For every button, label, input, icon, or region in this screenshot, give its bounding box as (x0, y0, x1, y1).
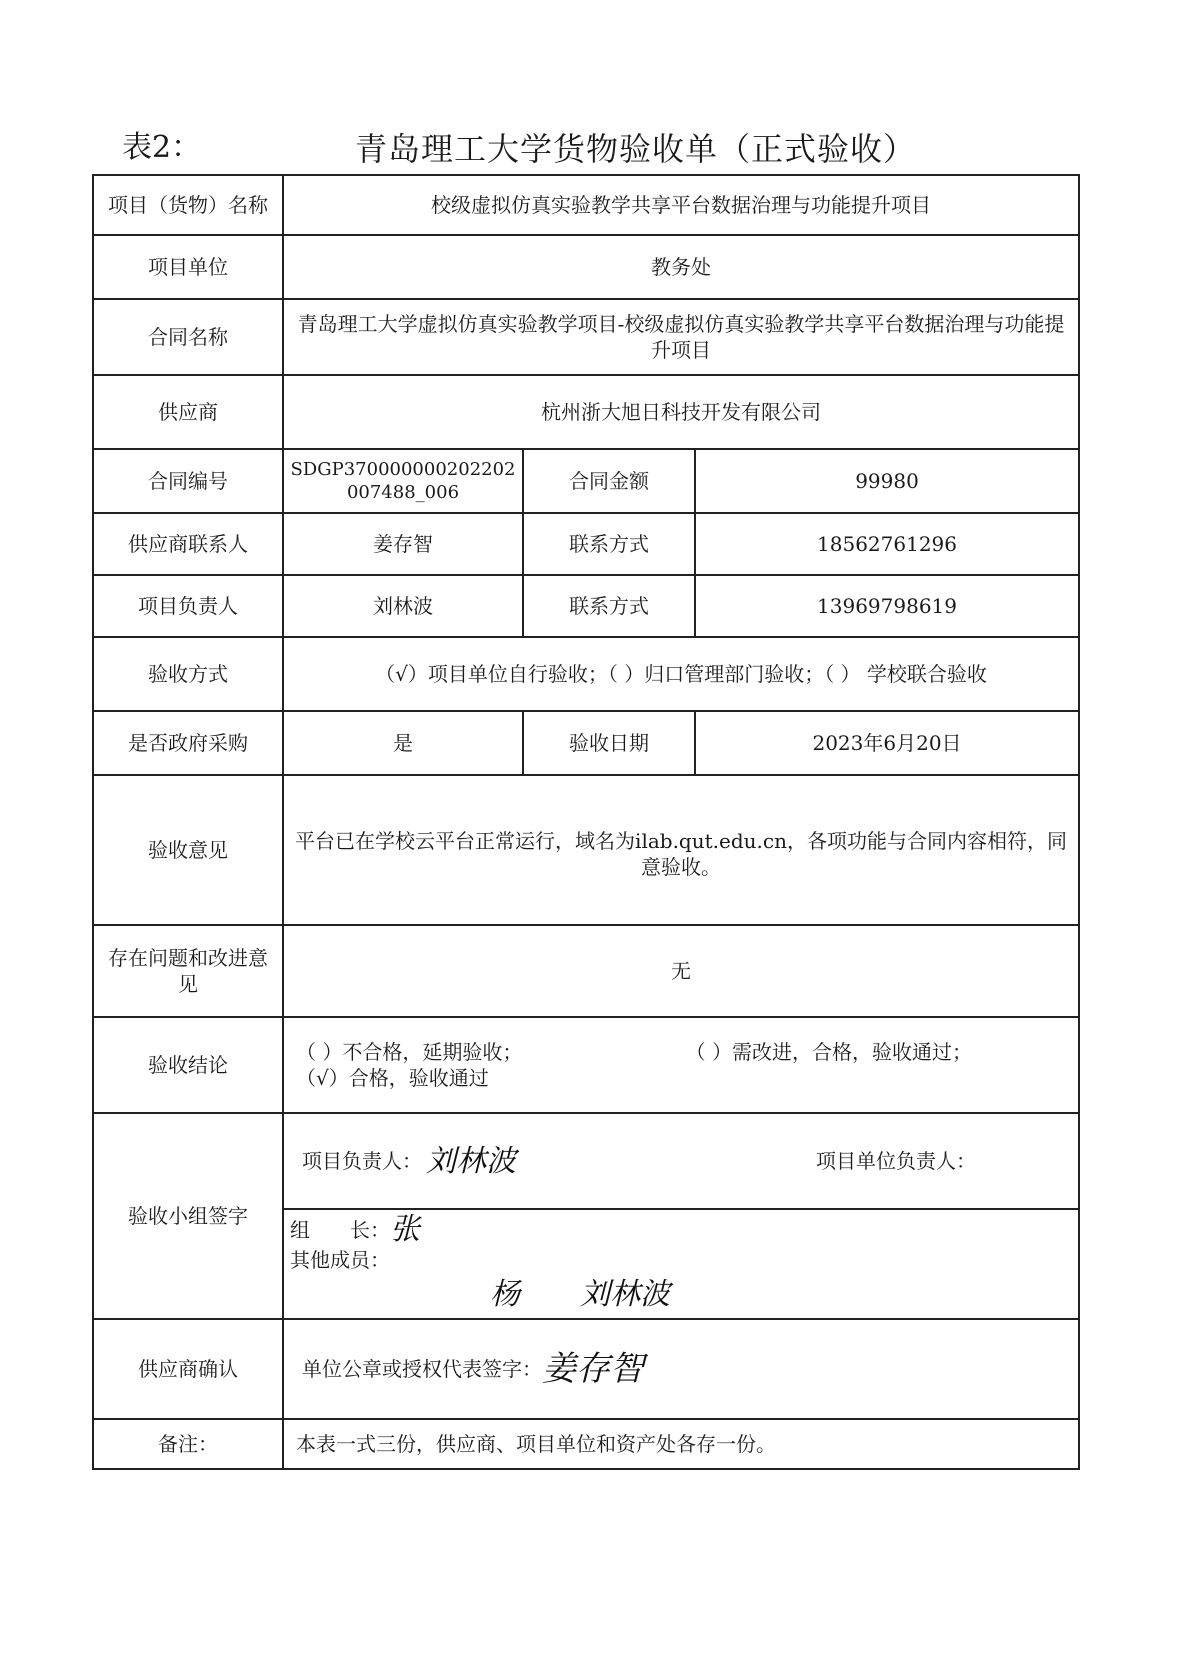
remark-label: 备注： (93, 1419, 283, 1469)
group-leader-label: 组 长： (290, 1217, 390, 1242)
member-signature-2: 刘林波 (580, 1276, 670, 1312)
contract-amount-label: 合同金额 (523, 449, 695, 513)
row-gov-purchase (93, 711, 1079, 775)
supplier-contact-label: 供应商联系人 (93, 513, 283, 575)
row-project-leader (93, 575, 1079, 637)
project-leader-signature: 刘林波 (426, 1143, 516, 1179)
supplier-value: 杭州浙大旭日科技开发有限公司 (283, 375, 1079, 449)
supplier-signature: 姜存智 (542, 1348, 644, 1389)
row-contract-no (93, 449, 1079, 513)
acceptance-method-label: 验收方式 (93, 637, 283, 711)
row-team-sign-leaders (93, 1113, 1079, 1209)
supplier-confirm-cell (283, 1319, 1079, 1419)
page-title: 青岛理工大学货物验收单（正式验收） (355, 130, 917, 168)
row-opinion (93, 775, 1079, 925)
issues-value: 无 (283, 925, 1079, 1017)
project-leader-label: 项目负责人 (93, 575, 283, 637)
row-supplier (93, 375, 1079, 449)
row-supplier-contact (93, 513, 1079, 575)
project-unit-label: 项目单位 (93, 235, 283, 299)
supplier-phone-label: 联系方式 (523, 513, 695, 575)
member-signature-1: 杨 (490, 1276, 520, 1312)
row-supplier-confirm (93, 1319, 1079, 1419)
conclusion-option-pass: （√）合格，验收通过 (296, 1066, 489, 1090)
row-acceptance-method (93, 637, 1079, 711)
gov-purchase-label: 是否政府采购 (93, 711, 283, 775)
conclusion-option-improve: （ ）需改进，合格，验收通过； (685, 1040, 973, 1064)
leader-phone-label: 联系方式 (523, 575, 695, 637)
gov-purchase-value: 是 (283, 711, 523, 775)
row-contract-name (93, 299, 1079, 375)
acceptance-method-value: （√）项目单位自行验收；（ ）归口管理部门验收；（ ） 学校联合验收 (283, 637, 1079, 711)
supplier-contact-value: 姜存智 (283, 513, 523, 575)
project-unit-value: 教务处 (283, 235, 1079, 299)
project-name-label: 项目（货物）名称 (93, 175, 283, 235)
leader-phone-value: 13969798619 (695, 575, 1079, 637)
group-leader-signature: 张 (390, 1212, 420, 1247)
conclusion-options (283, 1017, 1079, 1113)
remark-value: 本表一式三份，供应商、项目单位和资产处各存一份。 (283, 1419, 1079, 1469)
project-leader-value: 刘林波 (283, 575, 523, 637)
row-conclusion (93, 1017, 1079, 1113)
supplier-sign-label: 单位公章或授权代表签字： (302, 1357, 542, 1381)
supplier-label: 供应商 (93, 375, 283, 449)
supplier-phone-value: 18562761296 (695, 513, 1079, 575)
project-name-value: 校级虚拟仿真实验教学共享平台数据治理与功能提升项目 (283, 175, 1079, 235)
team-sign-label: 验收小组签字 (93, 1113, 283, 1319)
row-issues (93, 925, 1079, 1017)
contract-no-label: 合同编号 (93, 449, 283, 513)
table-number: 表2： (122, 130, 202, 165)
unit-leader-sign-label: 项目单位负责人： (816, 1149, 977, 1173)
contract-amount-value: 99980 (695, 449, 1079, 513)
contract-name-label: 合同名称 (93, 299, 283, 375)
row-remark (93, 1419, 1079, 1469)
contract-name-value: 青岛理工大学虚拟仿真实验教学项目-校级虚拟仿真实验教学共享平台数据治理与功能提升项目 (283, 299, 1079, 375)
opinion-label: 验收意见 (93, 775, 283, 925)
issues-label: 存在问题和改进意见 (93, 925, 283, 1017)
conclusion-label: 验收结论 (93, 1017, 283, 1113)
row-project-name (93, 175, 1079, 235)
acceptance-date-value: 2023年6月20日 (695, 711, 1079, 775)
acceptance-date-label: 验收日期 (523, 711, 695, 775)
row-project-unit (93, 235, 1079, 299)
other-members-label: 其他成员： (290, 1247, 390, 1272)
supplier-confirm-label: 供应商确认 (93, 1319, 283, 1419)
members-sign-cell (283, 1209, 1079, 1319)
contract-no-value: SDGP370000000202202007488_006 (283, 449, 523, 513)
conclusion-option-fail: （ ）不合格，延期验收； (296, 1040, 523, 1064)
project-leader-sign-label: 项目负责人： (302, 1149, 422, 1173)
opinion-value: 平台已在学校云平台正常运行，域名为ilab.qut.edu.cn，各项功能与合同内容相符，同意验收。 (283, 775, 1079, 925)
leader-sign-cell (283, 1113, 1079, 1209)
acceptance-form (92, 174, 1080, 1470)
